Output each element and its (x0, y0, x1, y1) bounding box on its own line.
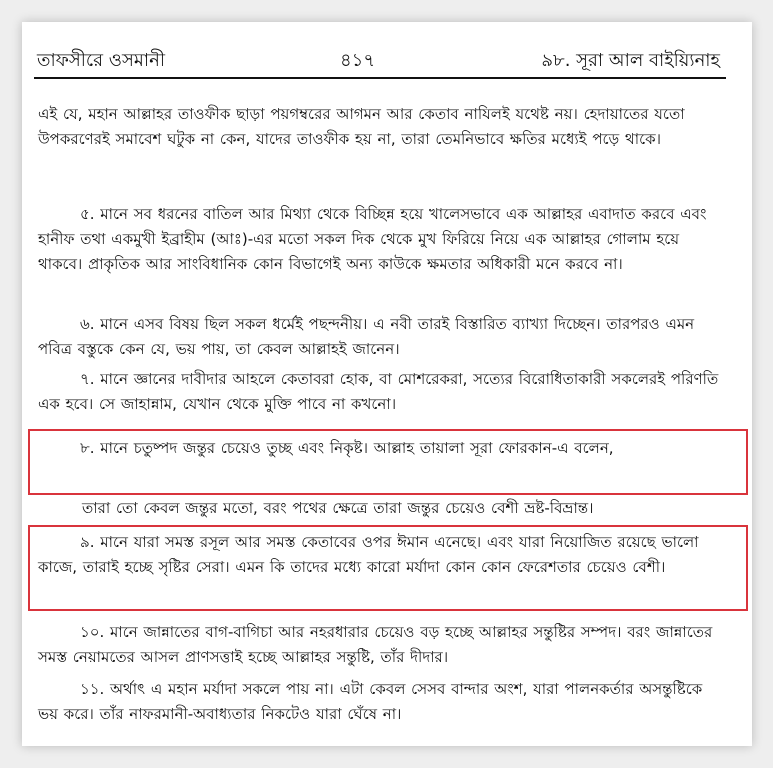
page-header (22, 46, 752, 76)
header-rule (34, 77, 726, 79)
paragraph-note-8: ৮. মানে চতুষ্পদ জন্তুর চেয়েও তুচ্ছ এবং নিকৃষ্ট। আল্লাহ তায়ালা সূরা ফোরকান-এ বলেন, (80, 439, 614, 457)
paragraph-note-10: ১০. মানে জান্নাতের বাগ-বাগিচা আর নহরধারার চেয়েও বড় হচ্ছে আল্লাহর সন্তুষ্টির সম্পদ। বরং জান্নাতের সমস্ত নেয়ামতের আসল প্রাণসত্তাই হচ্ছে আল্লাহর সন্তুষ্টি, তাঁর দীদার। (38, 623, 713, 666)
header-book-title: তাফসীরে ওসমানী (37, 50, 166, 71)
paragraph-note-9: ৯. মানে যারা সমস্ত রসূল আর সমস্ত কেতাবের ওপর ঈমান এনেছে। এবং যারা নিয়োজিত রয়েছে ভালো কাজে, তারাই হচ্ছে সৃষ্টির সেরা। এমন কি তাদের মধ্যে কারো মর্যাদা কোন কোন ফেরেশতার চেয়েও বেশী। (38, 533, 699, 576)
paragraph-note-7: ৭. মানে জ্ঞানের দাবীদার আহলে কেতাবরা হোক, বা মোশরেকরা, সত্যের বিরোধিতাকারী সকলেরই পরিণতি এক হবে। সে জাহান্নাম, যেখান থেকে মুক্তি পাবে না কখনো। (38, 370, 719, 413)
paragraph-note-6: ৬. মানে এসব বিষয় ছিল সকল ধর্মেই পছন্দনীয়। এ নবী তারই বিস্তারিত ব্যাখ্যা দিচ্ছেন। তারপরও এমন পবিত্র বস্তুকে কেন যে, ভয় পায়, তা কেবল আল্লাহই জানেন। (38, 315, 695, 358)
paragraph-note-11: ১১. অর্থাৎ এ মহান মর্যাদা সকলে পায় না। এটা কেবল সেসব বান্দার অংশ, যারা পালনকর্তার অসন্তুষ্টিকে ভয় করে। তাঁর নাফরমানী-অবাধ্যতার নিকটেও যারা ঘেঁষে না। (38, 680, 703, 723)
header-surah-title: ৯৮. সূরা আল বাইয়্যিনাহ (541, 50, 720, 71)
book-page (22, 22, 752, 746)
quote-surah-furqan: তারা তো কেবল জন্তুর মতো, বরং পথের ক্ষেত্রে তারা জন্তুর চেয়েও বেশী ভ্রষ্ট-বিভ্রান্ত। (82, 499, 594, 517)
paragraph-note-5: ৫. মানে সব ধরনের বাতিল আর মিথ্যা থেকে বিচ্ছিন্ন হয়ে খালেসভাবে এক আল্লাহর এবাদাত করবে এবং হানীফ তথা একমুখী ইব্রাহীম (আঃ)-এর মতো সকল দিক থেকে মুখ ফিরিয়ে নিয়ে এক আল্লাহর গোলাম হয়ে থাকবে। প্রাকৃতিক আর সাংবিধানিক কোন বিভাগেই অন্য কাউকে ক্ষমতার অধিকারী মনে করবে না। (38, 205, 707, 273)
paragraph-intro: এই যে, মহান আল্লাহর তাওফীক ছাড়া পয়গম্বরের আগমন আর কেতাব নাযিলই যথেষ্ট নয়। হেদায়াতের যতো উপকরণেরই সমাবেশ ঘটুক না কেন, যাদের তাওফীক হয় না, তারা তেমনিভাবে ক্ষতির মধ্যেই পড়ে থাকে। (38, 105, 685, 148)
header-page-number: ৪১৭ (340, 50, 376, 71)
